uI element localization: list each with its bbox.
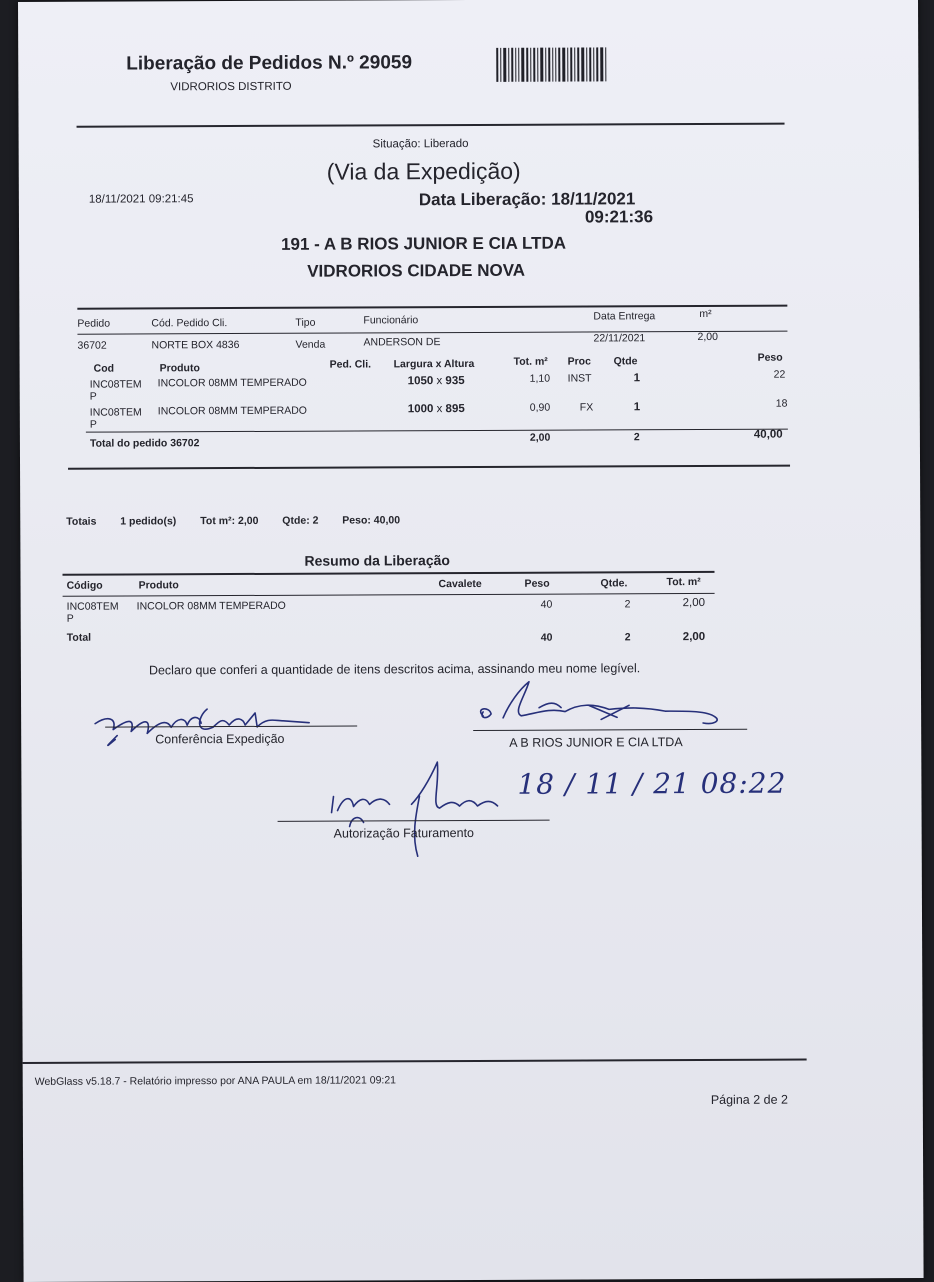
label-data-entrega: Data Entrega — [593, 310, 656, 323]
resumo-row-codigo-cont: P — [66, 612, 74, 625]
label-pedido: Pedido — [77, 317, 111, 330]
resumo-row-produto: INCOLOR 08MM TEMPERADO — [136, 599, 286, 613]
document-title: Liberação de Pedidos N.º 29059 — [126, 52, 413, 75]
item-header-qtde: Qtde — [613, 355, 638, 368]
footer-page-number: Página 2 de 2 — [710, 1092, 788, 1107]
order-total-line — [86, 429, 788, 433]
resumo-row-qtde: 2 — [624, 598, 631, 611]
order-total-peso: 40,00 — [753, 428, 783, 441]
value-tipo: Venda — [295, 338, 326, 351]
document-page — [18, 0, 924, 1282]
footer-printed-by: WebGlass v5.18.7 - Relatório impresso por ANA PAULA em 18/11/2021 09:21 — [34, 1074, 397, 1088]
value-data-entrega: 22/11/2021 — [593, 332, 646, 345]
label-cod-pedido-cli: Cód. Pedido Cli. — [151, 317, 228, 330]
item-2-altura: 895 — [445, 403, 465, 416]
item-header-tot-m2: Tot. m² — [513, 355, 548, 368]
value-m2: 2,00 — [697, 330, 718, 344]
item-1-cod: INC08TEM — [89, 378, 142, 391]
resumo-header-qtde: Qtde. — [600, 577, 628, 590]
item-1-qtde: 1 — [633, 372, 641, 385]
item-2-largura: 1000 — [407, 403, 434, 416]
via-title: (Via da Expedição) — [326, 157, 521, 185]
resumo-row-codigo: INC08TEM — [66, 600, 119, 613]
item-header-peso: Peso — [757, 351, 783, 364]
client-store: VIDRORIOS CIDADE NOVA — [307, 260, 526, 281]
item-2-dimensions: 1000 x 895 — [407, 403, 465, 416]
totais-qtde: Qtde: 2 — [282, 514, 319, 527]
resumo-total-tot-m2: 2,00 — [682, 630, 706, 644]
totais-tot-m2: Tot m²: 2,00 — [200, 514, 259, 528]
resumo-header-line — [63, 593, 715, 597]
label-tipo: Tipo — [295, 316, 316, 329]
item-2-produto: INCOLOR 08MM TEMPERADO — [157, 404, 307, 418]
item-header-largura-altura: Largura x Altura — [393, 357, 475, 371]
item-1-tot-m2: 1,10 — [529, 372, 551, 385]
item-2-cod: INC08TEM — [89, 406, 142, 419]
order-header-line — [77, 331, 787, 335]
resumo-title: Resumo da Liberação — [304, 552, 450, 569]
item-1-proc: INST — [567, 372, 592, 385]
resumo-top-line — [62, 571, 714, 575]
document-subtitle: VIDRORIOS DISTRITO — [170, 80, 292, 94]
order-total-label: Total do pedido 36702 — [89, 437, 200, 450]
order-total-tot-m2: 2,00 — [529, 431, 551, 444]
item-2-qtde: 1 — [633, 401, 641, 414]
situacao-text: Situação: Liberado — [372, 137, 469, 151]
item-1-altura: 935 — [445, 375, 465, 388]
item-header-proc: Proc — [567, 355, 591, 368]
item-1-largura: 1050 — [407, 375, 434, 388]
autorizacao-label: Autorização Faturamento — [333, 825, 475, 841]
conferencia-label: Conferência Expedição — [155, 731, 285, 747]
data-liberacao-label: Data Liberação: — [418, 189, 547, 210]
totais-label: Totais — [66, 515, 97, 528]
value-cod-pedido-cli: NORTE BOX 4836 — [151, 339, 240, 352]
resumo-total-qtde: 2 — [624, 631, 631, 644]
item-2-cod-cont: P — [89, 418, 97, 431]
order-total-qtde: 2 — [633, 431, 640, 444]
resumo-header-tot-m2: Tot. m² — [666, 575, 701, 589]
header-divider — [77, 123, 785, 128]
resumo-header-codigo: Código — [66, 579, 103, 592]
totais-pedidos: 1 pedido(s) — [120, 515, 177, 528]
declaration-text: Declaro que conferi a quantidade de itens descritos acima, assinando meu nome legível. — [148, 661, 641, 678]
company-label: A B RIOS JUNIOR E CIA LTDA — [509, 735, 683, 750]
resumo-header-cavalete: Cavalete — [438, 577, 482, 591]
handwritten-date: 18 / 11 / 21 08:22 — [517, 766, 787, 801]
item-header-cod: Cod — [93, 362, 115, 375]
resumo-row-peso: 40 — [540, 598, 553, 611]
item-1-dimensions: 1050 x 935 — [407, 375, 465, 388]
item-1-produto: INCOLOR 08MM TEMPERADO — [157, 376, 307, 390]
data-liberacao-time: 09:21:36 — [584, 207, 654, 227]
label-m2: m² — [699, 307, 712, 320]
item-header-ped-cli: Ped. Cli. — [329, 358, 372, 371]
autorizacao-signature — [319, 756, 509, 863]
item-1-cod-cont: P — [89, 390, 97, 403]
resumo-total-peso: 40 — [540, 631, 553, 644]
order-bottom-line — [68, 465, 790, 470]
resumo-total-label: Total — [66, 631, 92, 644]
resumo-header-peso: Peso — [524, 577, 550, 590]
resumo-row-tot-m2: 2,00 — [682, 596, 706, 610]
value-pedido: 36702 — [77, 339, 107, 352]
totais-peso: Peso: 40,00 — [342, 514, 401, 527]
label-funcionario: Funcionário — [363, 314, 419, 327]
print-datetime: 18/11/2021 09:21:45 — [88, 193, 194, 206]
item-2-tot-m2: 0,90 — [529, 401, 551, 414]
barcode — [496, 47, 606, 81]
value-funcionario: ANDERSON DE — [363, 336, 441, 349]
resumo-header-produto: Produto — [138, 579, 179, 592]
item-header-produto: Produto — [159, 362, 200, 375]
item-1-peso: 22 — [773, 368, 786, 381]
data-liberacao-date: 18/11/2021 — [551, 189, 636, 209]
company-signature — [469, 671, 729, 738]
footer-line — [23, 1059, 807, 1064]
item-2-proc: FX — [579, 401, 594, 414]
client-name: 191 - A B RIOS JUNIOR E CIA LTDA — [281, 233, 567, 254]
order-top-line — [77, 305, 787, 310]
item-2-peso: 18 — [775, 397, 788, 410]
